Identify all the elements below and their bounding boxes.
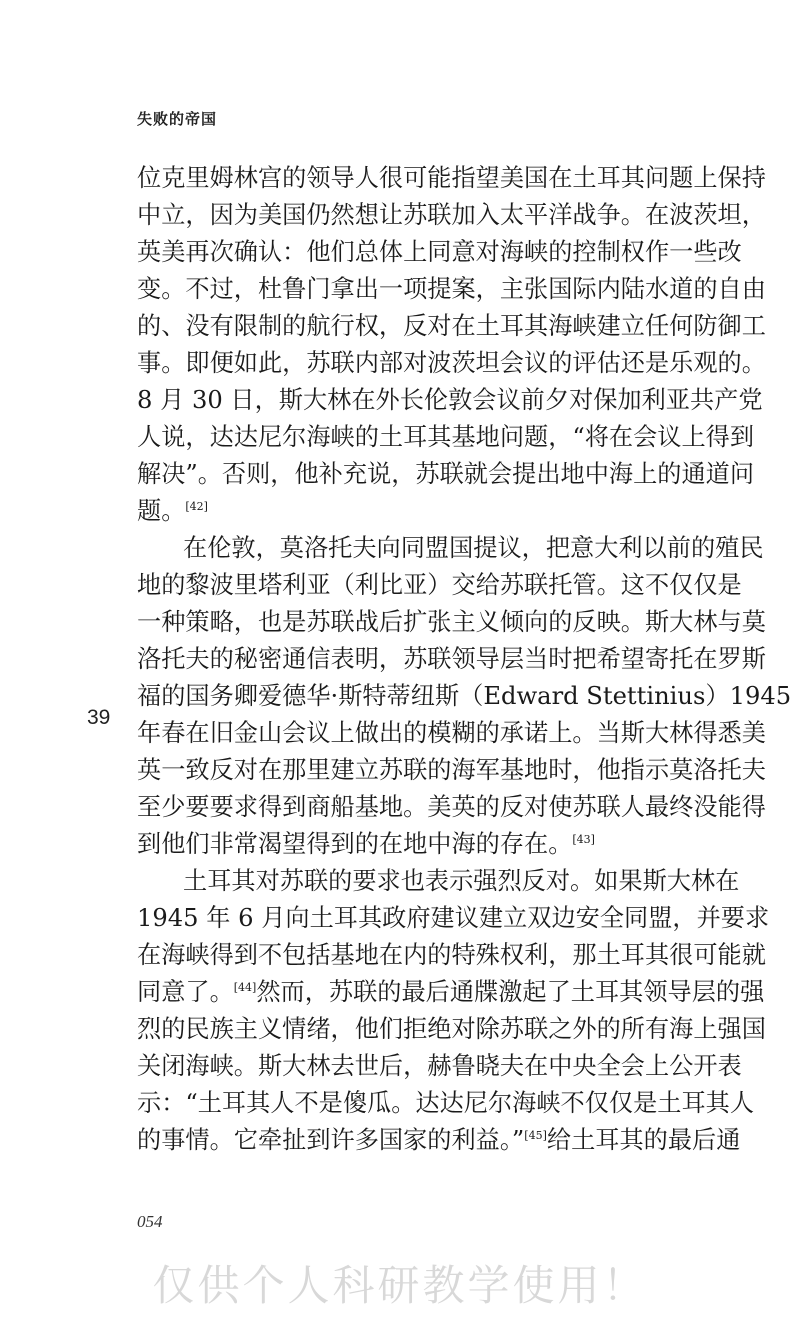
text-line-content: 烈的民族主义情绪，他们拒绝对除苏联之外的所有海上强国 [137, 1015, 766, 1043]
text-line [137, 752, 766, 789]
text-line-content: 事。即便如此，苏联内部对波茨坦会议的评估还是乐观的。 [137, 349, 766, 377]
text-line [137, 974, 765, 1011]
text-line-content: 变。不过，杜鲁门拿出一项提案，主张国际内陆水道的自由 [137, 275, 766, 303]
text-line-content: 土耳其对苏联的要求也表示强烈反对。如果斯大林在 [183, 867, 740, 895]
text-line-content: 英美再次确认：他们总体上同意对海峡的控制权作一些改 [137, 238, 742, 266]
text-line-content: 8 月 30 日，斯大林在外长伦敦会议前夕对保加利亚共产党 [137, 386, 763, 414]
text-line-content: 福的国务卿爱德华·斯特蒂纽斯（Edward Stettinius）1945 [137, 682, 792, 710]
text-line-content: 中立，因为美国仍然想让苏联加入太平洋战争。在波茨坦， [137, 201, 766, 229]
text-line [137, 345, 766, 382]
text-line [137, 715, 766, 752]
footnote-reference: [43] [572, 832, 595, 846]
text-line [137, 382, 763, 419]
page-number: 054 [137, 1212, 163, 1231]
text-line-content: 的事情。它牵扯到许多国家的利益。” [137, 1126, 525, 1154]
text-line [137, 863, 740, 900]
footnote-reference: [44] [233, 980, 257, 994]
text-line-content: 到他们非常渴望得到的在地中海的存在。 [137, 830, 573, 858]
text-line [137, 456, 755, 493]
text-line [137, 419, 755, 456]
text-line [137, 567, 742, 604]
text-line [137, 937, 766, 974]
text-line-content: 解决”。否则，他补充说，苏联就会提出地中海上的通道问 [137, 460, 755, 488]
text-line-content: 英一致反对在那里建立苏联的海军基地时，他指示莫洛托夫 [137, 756, 766, 784]
text-line-content: 在海峡得到不包括基地在内的特殊权利，那土耳其很可能就 [137, 941, 766, 969]
text-line-continuation: 然而，苏联的最后通牒激起了土耳其领导层的强 [256, 978, 765, 1006]
text-line [137, 530, 764, 567]
text-line-content: 年春在旧金山会议上做出的模糊的承诺上。当斯大林得悉美 [137, 719, 766, 747]
text-line-content: 在伦敦，莫洛托夫向同盟国提议，把意大利以前的殖民 [183, 534, 764, 562]
text-line [137, 826, 693, 863]
text-line-content: 人说，达达尼尔海峡的土耳其基地问题，“将在会议上得到 [137, 423, 755, 451]
original-page-marker: 39 [87, 706, 111, 729]
text-line-content: 1945 年 6 月向土耳其政府建议建立双边安全同盟，并要求 [137, 904, 770, 932]
text-line-content: 关闭海峡。斯大林去世后，赫鲁晓夫在中央全会上公开表 [137, 1052, 742, 1080]
text-line-content: 至少要要求得到商船基地。美英的反对使苏联人最终没能得 [137, 793, 766, 821]
text-line [137, 1085, 755, 1122]
watermark: 仅供个人科研教学使用！ [152, 1261, 648, 1310]
footnote-reference: [42] [185, 499, 208, 513]
text-line-content: 一种策略，也是苏联战后扩张主义倾向的反映。斯大林与莫 [137, 608, 766, 636]
footnote-reference: [45] [524, 1128, 547, 1142]
text-line [137, 678, 792, 715]
text-line-content: 同意了。 [137, 978, 234, 1006]
text-line-continuation: 给土耳其的最后通 [546, 1126, 741, 1154]
text-line-content: 地的黎波里塔利亚（利比亚）交给苏联托管。这不仅仅是 [137, 571, 742, 599]
text-line [137, 1122, 741, 1159]
text-line [137, 604, 766, 641]
text-line [137, 271, 766, 308]
text-line [137, 1048, 742, 1085]
body-text [137, 160, 792, 1159]
text-line [137, 234, 742, 271]
text-line [137, 493, 693, 530]
text-line-content: 的、没有限制的航行权，反对在土耳其海峡建立任何防御工 [137, 312, 766, 340]
text-line-content: 位克里姆林宫的领导人很可能指望美国在土耳其问题上保持 [137, 164, 766, 192]
text-line-content: 题。 [137, 497, 186, 525]
text-line [137, 641, 766, 678]
text-line [137, 900, 770, 937]
text-line [137, 197, 766, 234]
text-line-content: 洛托夫的秘密通信表明，苏联领导层当时把希望寄托在罗斯 [137, 645, 766, 673]
text-line [137, 789, 766, 826]
text-line-content: 示：“土耳其人不是傻瓜。达达尼尔海峡不仅仅是土耳其人 [137, 1089, 755, 1117]
text-line [137, 160, 766, 197]
text-line [137, 308, 766, 345]
running-header-title: 失败的帝国 [137, 110, 218, 128]
text-line [137, 1011, 766, 1048]
